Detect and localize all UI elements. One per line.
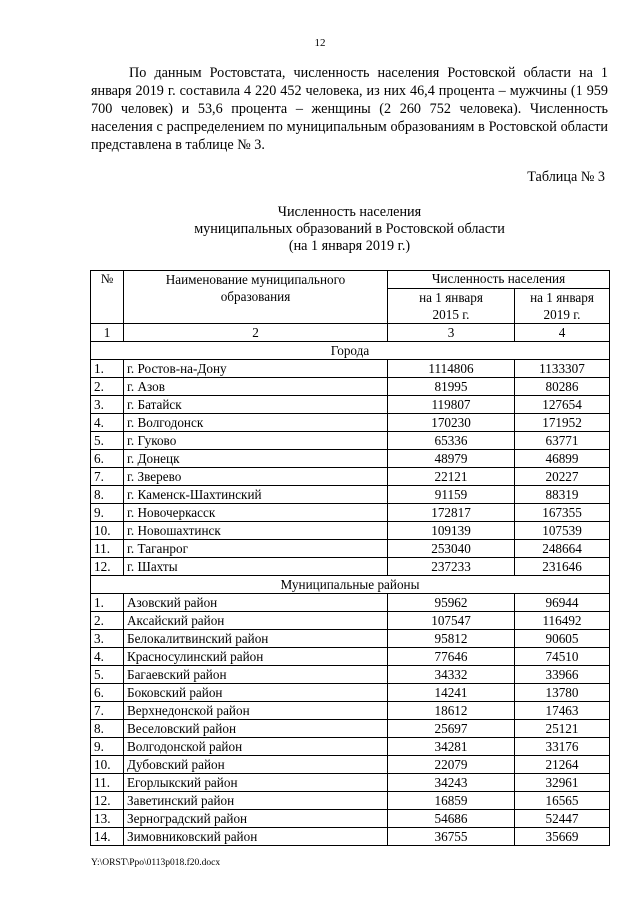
table-row bbox=[91, 756, 610, 774]
row-value-2015: 65336 bbox=[388, 432, 515, 450]
footer-file-path: Y:\ORST\Ppo\0113p018.f20.docx bbox=[91, 858, 221, 868]
table-row bbox=[91, 414, 610, 432]
header-2015: на 1 января 2015 г. bbox=[388, 289, 515, 324]
row-value-2015: 237233 bbox=[388, 558, 515, 576]
row-value-2019: 17463 bbox=[515, 702, 610, 720]
row-number: 3. bbox=[91, 396, 124, 414]
row-value-2015: 34332 bbox=[388, 666, 515, 684]
row-number: 2. bbox=[91, 378, 124, 396]
row-number: 9. bbox=[91, 504, 124, 522]
row-value-2015: 95812 bbox=[388, 630, 515, 648]
table-row bbox=[91, 378, 610, 396]
table-row bbox=[91, 810, 610, 828]
row-name: Дубовский район bbox=[124, 756, 388, 774]
row-value-2019: 171952 bbox=[515, 414, 610, 432]
population-table bbox=[90, 270, 610, 846]
table-row bbox=[91, 558, 610, 576]
row-value-2019: 52447 bbox=[515, 810, 610, 828]
table-row bbox=[91, 630, 610, 648]
table-row bbox=[91, 540, 610, 558]
header-population: Численность населения bbox=[388, 271, 610, 289]
row-value-2019: 88319 bbox=[515, 486, 610, 504]
row-value-2015: 16859 bbox=[388, 792, 515, 810]
row-name: г. Волгодонск bbox=[124, 414, 388, 432]
row-number: 7. bbox=[91, 702, 124, 720]
table-row bbox=[91, 738, 610, 756]
table-row bbox=[91, 828, 610, 846]
row-value-2015: 107547 bbox=[388, 612, 515, 630]
row-value-2019: 248664 bbox=[515, 540, 610, 558]
table-row bbox=[91, 666, 610, 684]
row-value-2019: 1133307 bbox=[515, 360, 610, 378]
row-name: г. Гуково bbox=[124, 432, 388, 450]
table-row bbox=[91, 594, 610, 612]
row-value-2015: 119807 bbox=[388, 396, 515, 414]
row-name: Аксайский район bbox=[124, 612, 388, 630]
row-name: г. Таганрог bbox=[124, 540, 388, 558]
row-name: Заветинский район bbox=[124, 792, 388, 810]
page-number: 12 bbox=[314, 37, 326, 49]
row-value-2019: 167355 bbox=[515, 504, 610, 522]
row-value-2015: 1114806 bbox=[388, 360, 515, 378]
row-value-2015: 81995 bbox=[388, 378, 515, 396]
row-value-2015: 77646 bbox=[388, 648, 515, 666]
row-value-2019: 127654 bbox=[515, 396, 610, 414]
section-title: Муниципальные районы bbox=[91, 576, 610, 594]
row-value-2015: 34281 bbox=[388, 738, 515, 756]
row-number: 2. bbox=[91, 612, 124, 630]
row-value-2019: 21264 bbox=[515, 756, 610, 774]
table-row bbox=[91, 360, 610, 378]
row-name: г. Батайск bbox=[124, 396, 388, 414]
row-number: 4. bbox=[91, 648, 124, 666]
row-value-2015: 22121 bbox=[388, 468, 515, 486]
row-name: г. Новошахтинск bbox=[124, 522, 388, 540]
row-value-2019: 20227 bbox=[515, 468, 610, 486]
row-number: 6. bbox=[91, 684, 124, 702]
table-title-line-1: Численность населения bbox=[277, 204, 422, 220]
row-value-2019: 33966 bbox=[515, 666, 610, 684]
table-row bbox=[91, 468, 610, 486]
row-name: г. Шахты bbox=[124, 558, 388, 576]
row-number: 5. bbox=[91, 666, 124, 684]
row-value-2015: 54686 bbox=[388, 810, 515, 828]
table-label: Таблица № 3 bbox=[527, 169, 605, 185]
table-row bbox=[91, 432, 610, 450]
header-2019: на 1 января 2019 г. bbox=[515, 289, 610, 324]
header-num: № bbox=[91, 271, 124, 324]
table-row bbox=[91, 396, 610, 414]
row-number: 10. bbox=[91, 756, 124, 774]
row-value-2015: 22079 bbox=[388, 756, 515, 774]
row-value-2019: 13780 bbox=[515, 684, 610, 702]
row-number: 14. bbox=[91, 828, 124, 846]
row-name: г. Новочеркасск bbox=[124, 504, 388, 522]
row-name: Багаевский район bbox=[124, 666, 388, 684]
table-title-line-3: (на 1 января 2019 г.) bbox=[288, 238, 411, 254]
row-value-2019: 96944 bbox=[515, 594, 610, 612]
row-value-2015: 95962 bbox=[388, 594, 515, 612]
row-value-2015: 48979 bbox=[388, 450, 515, 468]
row-name: Верхнедонской район bbox=[124, 702, 388, 720]
row-value-2019: 32961 bbox=[515, 774, 610, 792]
table-row bbox=[91, 648, 610, 666]
row-number: 12. bbox=[91, 792, 124, 810]
row-name: г. Каменск-Шахтинский bbox=[124, 486, 388, 504]
row-name: Зимовниковский район bbox=[124, 828, 388, 846]
row-number: 1. bbox=[91, 360, 124, 378]
row-name: Волгодонской район bbox=[124, 738, 388, 756]
row-name: Азовский район bbox=[124, 594, 388, 612]
row-value-2019: 231646 bbox=[515, 558, 610, 576]
row-value-2019: 25121 bbox=[515, 720, 610, 738]
row-value-2019: 116492 bbox=[515, 612, 610, 630]
header-name: Наименование муниципального образования bbox=[124, 271, 388, 324]
table-row bbox=[91, 612, 610, 630]
row-value-2015: 172817 bbox=[388, 504, 515, 522]
column-index-1: 1 bbox=[91, 324, 124, 342]
row-name: Веселовский район bbox=[124, 720, 388, 738]
table-row bbox=[91, 450, 610, 468]
row-value-2015: 34243 bbox=[388, 774, 515, 792]
row-name: Красносулинский район bbox=[124, 648, 388, 666]
row-name: г. Азов bbox=[124, 378, 388, 396]
row-value-2015: 25697 bbox=[388, 720, 515, 738]
row-value-2015: 36755 bbox=[388, 828, 515, 846]
row-number: 13. bbox=[91, 810, 124, 828]
table-title bbox=[91, 204, 608, 255]
table-row bbox=[91, 720, 610, 738]
row-number: 10. bbox=[91, 522, 124, 540]
row-value-2015: 170230 bbox=[388, 414, 515, 432]
section-title: Города bbox=[91, 342, 610, 360]
row-number: 11. bbox=[91, 540, 124, 558]
row-name: г. Зверево bbox=[124, 468, 388, 486]
row-value-2015: 14241 bbox=[388, 684, 515, 702]
intro-paragraph: По данным Ростовстата, численность населения Ростовской области на 1 января 2019 г. составила 4 220 452 человека, из них 46,4 процента – мужчины (1 959 700 человек) и 53,6 процента – женщины (2 260 752 человека). Численность населения с распределением по муниципальным образованиям в Ростовской области представлена в таблице № 3. bbox=[91, 65, 608, 153]
row-value-2019: 63771 bbox=[515, 432, 610, 450]
row-number: 6. bbox=[91, 450, 124, 468]
table-row bbox=[91, 702, 610, 720]
row-number: 1. bbox=[91, 594, 124, 612]
row-number: 7. bbox=[91, 468, 124, 486]
row-value-2019: 80286 bbox=[515, 378, 610, 396]
row-value-2019: 33176 bbox=[515, 738, 610, 756]
table-title-line-2: муниципальных образований в Ростовской области bbox=[194, 221, 505, 237]
row-value-2019: 46899 bbox=[515, 450, 610, 468]
table-row bbox=[91, 792, 610, 810]
row-number: 11. bbox=[91, 774, 124, 792]
table-row bbox=[91, 504, 610, 522]
row-number: 12. bbox=[91, 558, 124, 576]
row-number: 8. bbox=[91, 720, 124, 738]
row-value-2019: 16565 bbox=[515, 792, 610, 810]
column-index-4: 4 bbox=[515, 324, 610, 342]
row-name: Белокалитвинский район bbox=[124, 630, 388, 648]
row-value-2015: 109139 bbox=[388, 522, 515, 540]
row-number: 4. bbox=[91, 414, 124, 432]
row-value-2015: 91159 bbox=[388, 486, 515, 504]
row-value-2015: 253040 bbox=[388, 540, 515, 558]
table-row bbox=[91, 522, 610, 540]
column-index-3: 3 bbox=[388, 324, 515, 342]
row-number: 9. bbox=[91, 738, 124, 756]
row-value-2019: 107539 bbox=[515, 522, 610, 540]
row-value-2015: 18612 bbox=[388, 702, 515, 720]
row-name: Егорлыкский район bbox=[124, 774, 388, 792]
row-name: г. Ростов-на-Дону bbox=[124, 360, 388, 378]
row-name: Зерноградский район bbox=[124, 810, 388, 828]
table-row bbox=[91, 486, 610, 504]
table-row bbox=[91, 774, 610, 792]
row-name: г. Донецк bbox=[124, 450, 388, 468]
column-index-2: 2 bbox=[124, 324, 388, 342]
row-number: 3. bbox=[91, 630, 124, 648]
row-name: Боковский район bbox=[124, 684, 388, 702]
table-row bbox=[91, 684, 610, 702]
row-value-2019: 74510 bbox=[515, 648, 610, 666]
row-number: 8. bbox=[91, 486, 124, 504]
row-value-2019: 35669 bbox=[515, 828, 610, 846]
row-number: 5. bbox=[91, 432, 124, 450]
row-value-2019: 90605 bbox=[515, 630, 610, 648]
